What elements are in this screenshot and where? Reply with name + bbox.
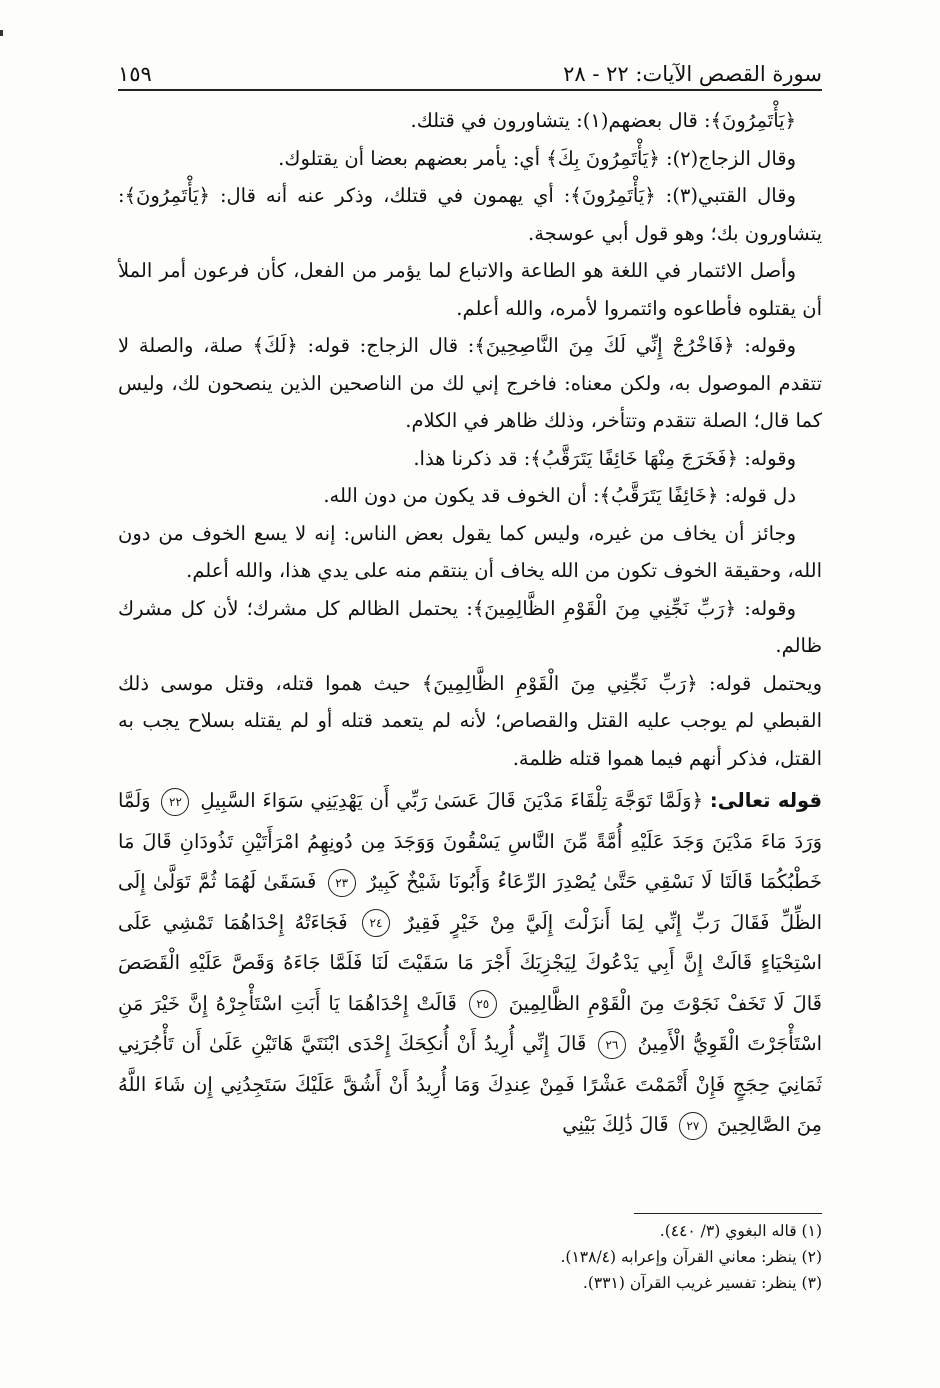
verse-text: قَالَ إِنِّي أُرِيدُ أَنْ أُنكِحَكَ إِحْدَى ابْنَتَيَّ هَاتَيْنِ عَلَىٰ أَن تَأْجُرَنِي ثَمَانِيَ حِجَجٍ فَإِنْ أَتْمَمْتَ عَشْرًا فَمِنْ عِندِكَ وَمَا أُرِيدُ أَنْ أَشُقَّ عَلَيْكَ سَتَجِدُنِي إِن شَاءَ اللَّهُ مِنَ الصَّالِحِينَ (118, 1032, 822, 1136)
verse-text: قَالَ ذَٰلِكَ بَيْنِي (562, 1113, 669, 1136)
footnote: (١) قاله البغوي (٣/ ٤٤٠). (659, 1222, 822, 1240)
verse-text: وَلَمَّا وَرَدَ مَاءَ مَدْيَنَ وَجَدَ عَلَيْهِ أُمَّةً مِّنَ النَّاسِ يَسْقُونَ وَوَجَدَ مِن دُونِهِمُ امْرَأَتَيْنِ تَذُودَانِ قَالَ مَا خَطْبُكُمَا قَالَتَا لَا نَسْقِي حَتَّىٰ يُصْدِرَ الرِّعَاءُ وَأَبُونَا شَيْخٌ كَبِيرٌ (118, 789, 823, 893)
header-rule (118, 89, 822, 91)
footnote-rule (634, 1213, 822, 1214)
paragraph: وقوله: ﴿رَبِّ نَجِّنِي مِنَ الْقَوْمِ الظَّالِمِينَ﴾: يحتمل الظالم كل مشرك؛ لأن كل مشرك ظالم. (118, 596, 822, 657)
ayah-number-marker: ٢٧ (679, 1112, 707, 1140)
verse-text: فَجَاءَتْهُ إِحْدَاهُمَا تَمْشِي عَلَى اسْتِحْيَاءٍ قَالَتْ إِنَّ أَبِي يَدْعُوكَ لِيَجْزِيَكَ أَجْرَ مَا سَقَيْتَ لَنَا فَلَمَّا جَاءَهُ وَقَصَّ عَلَيْهِ الْقَصَصَ قَالَ لَا تَخَفْ نَجَوْتَ مِنَ الْقَوْمِ الظَّالِمِينَ (118, 910, 822, 1015)
ayah-number-marker: ٢٥ (469, 990, 497, 1018)
ayah-number-marker: ٢٤ (362, 909, 390, 937)
paragraph: وقوله: ﴿فَخَرَجَ مِنْهَا خَائِفًا يَتَرَقَّبُ﴾: قد ذكرنا هذا. (413, 446, 796, 470)
page-header (118, 50, 822, 86)
ayah-number-marker: ٢٢ (161, 788, 189, 816)
paragraph: وجائز أن يخاف من غيره، وليس كما يقول بعض الناس: إنه لا يسع الخوف من دون الله، وحقيقة الخوف تكون من الله يخاف أن ينتقم منه على يدي هذا، والله أعلم. (118, 521, 822, 582)
ayah-number-marker: ٢٣ (328, 869, 356, 897)
scan-mark (0, 30, 3, 36)
main-text (118, 102, 822, 1146)
paragraph: وقوله: ﴿فَاخْرُجْ إِنِّي لَكَ مِنَ النَّاصِحِينَ﴾: قال الزجاج: قوله: ﴿لَكَ﴾ صلة، والصلة لا تتقدم الموصول به، ولكن معناه: فاخرج إني لك من الناصحين الذين ينصحون لك، وليس كما قال؛ الصلة تتقدم وتتأخر، وذلك ظاهر في الكلام. (118, 334, 822, 432)
paragraph: دل قوله: ﴿خَائِفًا يَتَرَقَّبُ﴾: أن الخوف قد يكون من دون الله. (323, 484, 796, 507)
paragraph: ويحتمل قوله: ﴿رَبِّ نَجِّنِي مِنَ الْقَوْمِ الظَّالِمِينَ﴾ حيث هموا قتله، وقتل موسى ذلك القبطي لم يوجب عليه القتل والقصاص؛ لأنه لم يتعمد قتله أو لم يقتله بسلاح يجب به القتل، فذكر أنهم فيما هموا قتله ظلمة. (118, 671, 822, 770)
paragraph: وقال القتبي(٣): ﴿يَأْتَمِرُونَ﴾: أي يهمون في قتلك، وذكر عنه أنه قال: ﴿يَأْتَمِرُونَ﴾: يتشاورون بك؛ وهو قول أبي عوسجة. (118, 184, 822, 245)
footnote: (٣) ينظر: تفسير غريب القرآن (٣٣١). (582, 1274, 822, 1292)
running-title: سورة القصص الآيات: ٢٢ - ٢٨ (563, 62, 822, 86)
paragraph: وأصل الائتمار في اللغة هو الطاعة والاتباع لما يؤمر من الفعل، كأن فرعون أمر الملأ أن يقتلوه فأطاعوه وائتمروا لأمره، والله أعلم. (118, 259, 822, 320)
footnotes (118, 1218, 822, 1296)
verse-text: فَسَقَىٰ لَهُمَا ثُمَّ تَوَلَّىٰ إِلَى الظِّلِّ فَقَالَ رَبِّ إِنِّي لِمَا أَنزَلْتَ إِلَيَّ مِنْ خَيْرٍ فَقِيرٌ (118, 870, 822, 934)
page-number: ١٥٩ (118, 62, 152, 86)
verse-text: قَالَتْ إِحْدَاهُمَا يَا أَبَتِ اسْتَأْجِرْهُ إِنَّ خَيْرَ مَنِ اسْتَأْجَرْتَ الْقَوِيُّ الْأَمِينُ (118, 991, 822, 1055)
verse-lead: قوله تعالى: (709, 789, 823, 812)
quran-verse-block (118, 781, 822, 1146)
footnote: (٢) ينظر: معاني القرآن وإعرابه (١٣٨/٤). (560, 1248, 822, 1266)
paragraph: وقال الزجاج(٢): ﴿يَأْتَمِرُونَ بِكَ﴾ أي: يأمر بعضهم بعضا أن يقتلوك. (278, 146, 796, 170)
verse-text: ﴿وَلَمَّا تَوَجَّهَ تِلْقَاءَ مَدْيَنَ قَالَ عَسَىٰ رَبِّي أَن يَهْدِيَنِي سَوَاءَ السَّبِيلِ (200, 789, 704, 812)
paragraph: ﴿يَأْتَمِرُونَ﴾: قال بعضهم(١): يتشاورون في قتلك. (410, 109, 796, 132)
ayah-number-marker: ٢٦ (598, 1031, 626, 1059)
